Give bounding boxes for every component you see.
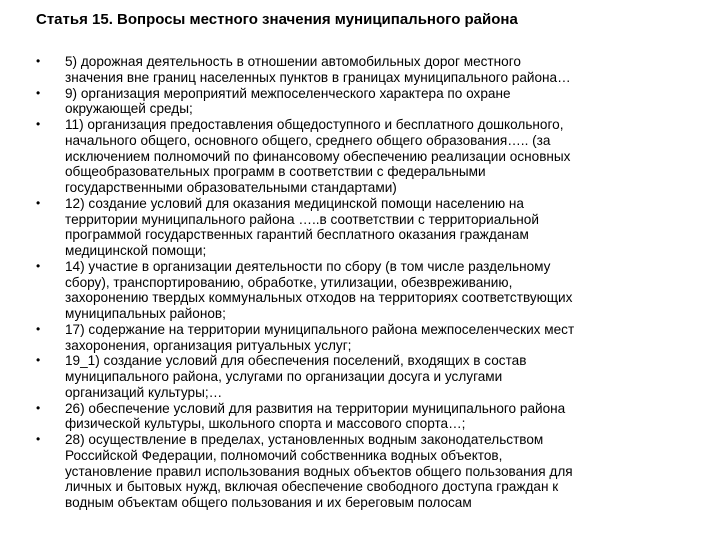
text-line: 19_1) создание условий для обеспечения поселений, входящих в состав xyxy=(65,353,527,369)
text-line: 5) дорожная деятельность в отношении автомобильных дорог местного xyxy=(65,54,521,69)
text-line: физической культуры, школьного спорта и массового спорта…; xyxy=(65,416,466,432)
text-line: 28) осуществление в пределах, установленных водным законодательством xyxy=(65,432,544,447)
text-line: медицинской помощи; xyxy=(65,243,207,258)
list-item xyxy=(0,117,720,196)
text-line: 9) организация мероприятий межпоселенческого характера по охране xyxy=(65,85,511,101)
bullet-icon: • xyxy=(36,258,41,273)
text-line: территории муниципального района …..в соответствии с территориальной xyxy=(65,211,539,227)
text-line: захоронению твердых коммунальных отходов на территориях соответствующих xyxy=(65,290,573,306)
text-line: общеобразовательных программ в соответствии с федеральными xyxy=(65,164,486,180)
text-line: муниципальных районов; xyxy=(65,306,226,321)
bullet-icon: • xyxy=(36,432,41,446)
text-line: 26) обеспечение условий для развития на территории муниципального района xyxy=(65,400,566,416)
list-item xyxy=(0,432,720,511)
bullet-icon: • xyxy=(36,353,41,368)
text-line: муниципального района, услугами по организации досуга и услугами xyxy=(65,369,503,384)
list-item-text xyxy=(65,322,705,354)
list-item-text xyxy=(65,117,705,196)
text-line: сбору), транспортированию, обработке, утилизации, обезвреживанию, xyxy=(65,274,513,290)
list-item xyxy=(0,86,720,118)
list-item-text xyxy=(65,54,705,86)
list-item xyxy=(0,322,720,354)
list-item-text xyxy=(65,353,705,400)
bullet-icon: • xyxy=(36,85,41,100)
text-line: государственными образовательными стандартами) xyxy=(65,180,397,195)
list-item xyxy=(0,401,720,433)
text-line: Российской Федерации, полномочий собственника водных объектов, xyxy=(65,447,503,463)
text-line: программой государственных гарантий бесплатного оказания гражданам xyxy=(65,227,529,243)
list-item-text xyxy=(65,432,705,511)
text-line: установление правил использования водных объектов общего пользования для xyxy=(65,463,573,479)
text-line: окружающей среды; xyxy=(65,101,193,117)
text-line: 11) организация предоставления общедоступного и бесплатного дошкольного, xyxy=(65,117,564,132)
list-item xyxy=(0,196,720,259)
bullet-icon: • xyxy=(36,195,41,210)
bullet-icon: • xyxy=(36,400,41,415)
list-item-text xyxy=(65,401,705,433)
text-line: значения вне границ населенных пунктов в границах муниципального района… xyxy=(65,69,571,85)
text-line: 14) участие в организации деятельности по сбору (в том числе раздельному xyxy=(65,258,551,274)
bullet-icon: • xyxy=(36,54,41,68)
text-line: личных и бытовых нужд, включая обеспечение свободного доступа граждан к xyxy=(65,479,559,495)
text-line: организаций культуры;… xyxy=(65,384,223,400)
bullet-icon: • xyxy=(36,321,41,336)
list-item-text xyxy=(65,86,705,118)
list-item-text xyxy=(65,196,705,259)
text-line: начального общего, основного общего, среднего общего образования….. (за xyxy=(65,132,551,148)
bullet-icon: • xyxy=(36,117,41,131)
list-item xyxy=(0,54,720,86)
article-items-list xyxy=(0,54,720,511)
text-line: 12) создание условий для оказания медицинской помощи населению на xyxy=(65,195,524,211)
slide-title: Статья 15. Вопросы местного значения муниципального района xyxy=(36,11,518,28)
text-line: исключением полномочий по финансовому обеспечению реализации основных xyxy=(65,148,571,164)
list-item-text xyxy=(65,259,705,322)
list-item xyxy=(0,353,720,400)
text-line: 17) содержание на территории муниципального района межпоселенческих мест xyxy=(65,321,575,337)
text-line: захоронения, организация ритуальных услуг; xyxy=(65,337,352,353)
text-line: водным объектам общего пользования и их береговым полосам xyxy=(65,495,472,510)
list-item xyxy=(0,259,720,322)
